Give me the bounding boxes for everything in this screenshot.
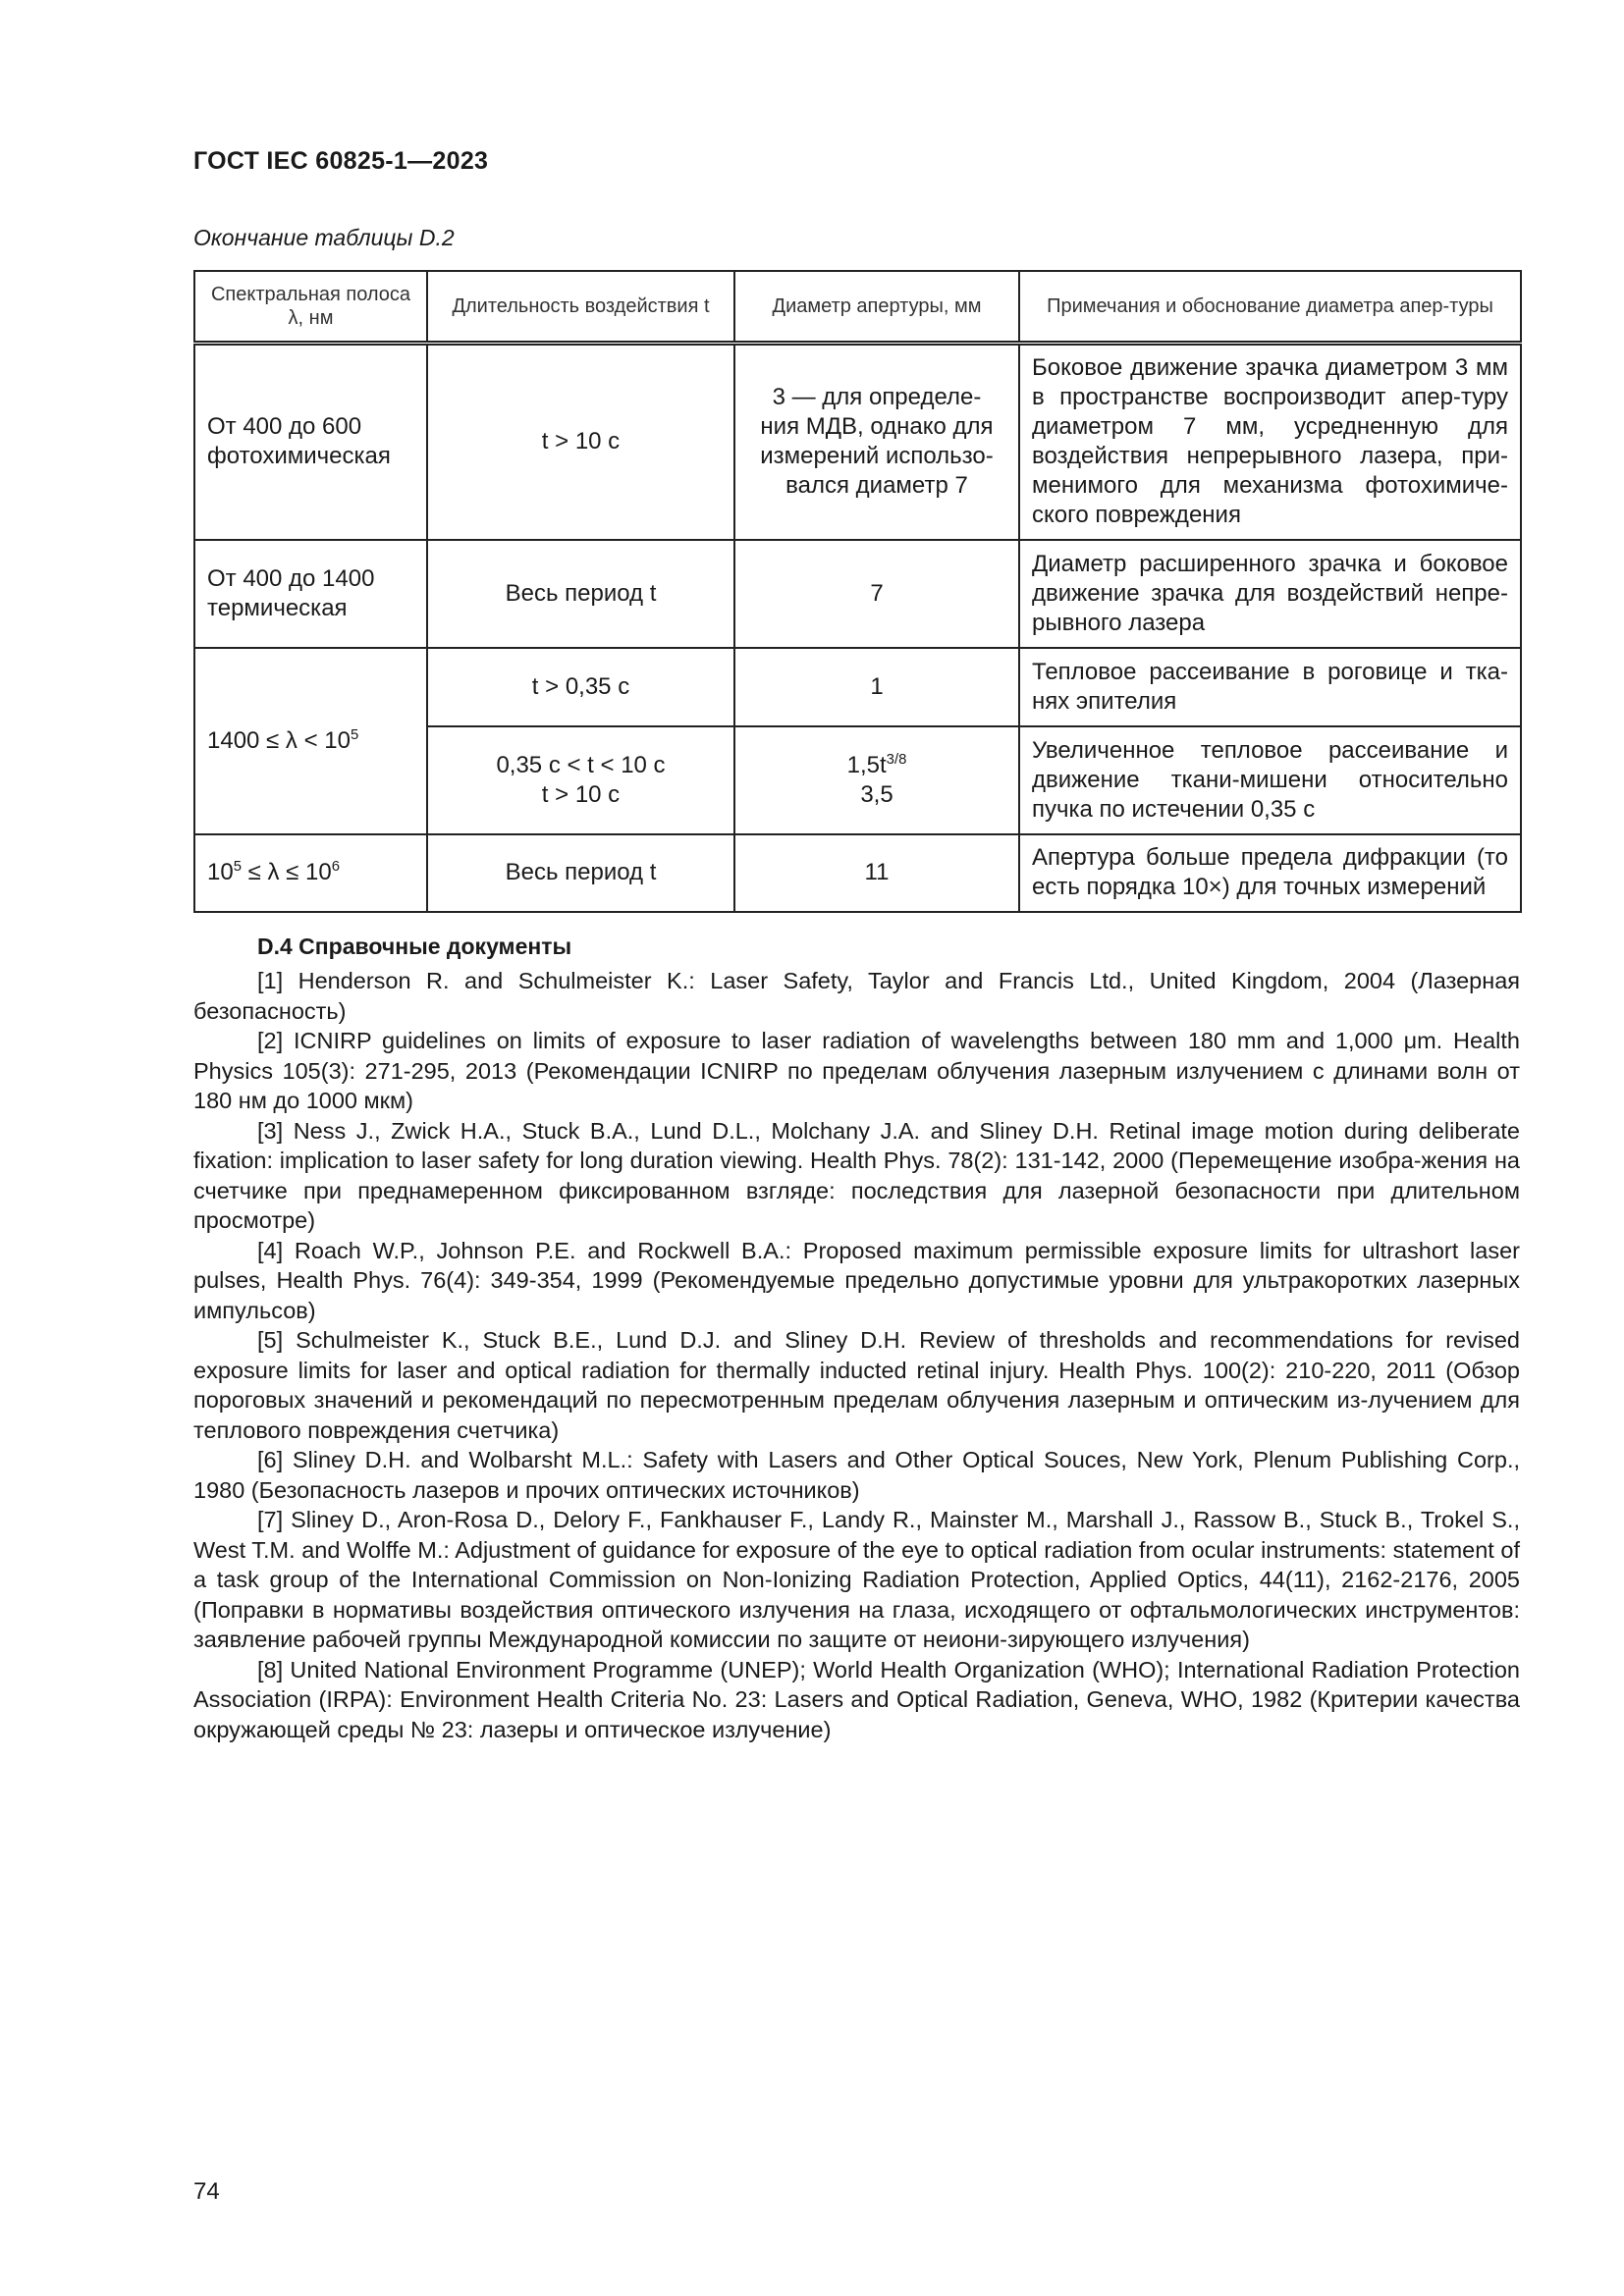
column-header-band: Спектральная полоса λ, нм	[194, 271, 427, 344]
cell-notes: Диаметр расширенного зрачка и боковое движение зрачка для воздействий непре-рывного лазера	[1019, 540, 1521, 648]
cell-notes: Увеличенное тепловое рассеивание и движение ткани-мишени относительно пучка по истечении 0,35 с	[1019, 726, 1521, 834]
band-exponent-a: 5	[233, 859, 242, 875]
cell-band	[194, 834, 427, 912]
reference-item: [8] United National Environment Programme (UNEP); World Health Organization (WHO); International Radiation Protection Association (IRPA): Environment Health Criteria No. 23: Lasers and Optical Radiation, Geneva, WHO, 1982 (Критерии качества окружающей среды № 23: лазеры и оптическое излучение)	[193, 1656, 1520, 1742]
cell-band: От 400 до 600 фотохимическая	[194, 344, 427, 540]
duration-line-1: 0,35 с < t < 10 с	[496, 751, 666, 778]
cell-duration: t > 0,35 с	[427, 648, 734, 726]
band-part-mid: ≤ λ ≤ 10	[241, 859, 332, 885]
table-row	[194, 648, 1521, 726]
reference-list	[193, 966, 1520, 1744]
table-caption: Окончание таблицы D.2	[193, 225, 455, 250]
reference-item: [2] ICNIRP guidelines on limits of exposure to laser radiation of wavelengths between 180 mm and 1,000 μm. Health Physics 105(3): 271-295, 2013 (Рекомендации ICNIRP по пределам облучения лазерным излучением с длинами волн от 180 нм до 1000 мкм)	[193, 1028, 1520, 1113]
cell-notes: Тепловое рассеивание в роговице и тка-нях эпителия	[1019, 648, 1521, 726]
cell-duration	[427, 726, 734, 834]
cell-notes: Апертура больше предела дифракции (то есть порядка 10×) для точных измерений	[1019, 834, 1521, 912]
cell-notes: Боковое движение зрачка диаметром 3 мм в пространстве воспроизводит апер-туру диаметром 7 мм, усредненную для воздействия непрерывного лазера, при-менимого для механизма фотохимиче-ского повреждения	[1019, 344, 1521, 540]
aperture-line-2: 3,5	[860, 780, 893, 808]
cell-duration: Весь период t	[427, 834, 734, 912]
table-row	[194, 344, 1521, 540]
document-header: ГОСТ IEC 60825-1—2023	[193, 147, 489, 175]
table-header-row	[194, 271, 1521, 344]
cell-aperture: 3 — для определе- ния МДВ, однако для измерений использо- вался диаметр 7	[734, 344, 1019, 540]
reference-item: [1] Henderson R. and Schulmeister K.: Laser Safety, Taylor and Francis Ltd., United Kingdom, 2004 (Лазерная безопасность)	[193, 968, 1520, 1024]
reference-item: [7] Sliney D., Aron-Rosa D., Delory F., Fankhauser F., Landy R., Mainster M., Marshall J., Rassow B., Stuck B., Trokel S., West T.M. and Wolffe M.: Adjustment of guidance for exposure of the eye to optical radiation from ocular instruments: statement of a task group of the International Commission on Non-Ionizing Radiation Protection, Applied Optics, 44(11), 2162-2176, 2005 (Поправки в нормативы воздействия оптического излучения на глаза, исходящего от офтальмологических инструментов: заявление рабочей группы Международной комиссии по защите от неиони-зирующего излучения)	[193, 1507, 1520, 1652]
aperture-exponent: 3/8	[886, 751, 907, 768]
column-header-duration: Длительность воздействия t	[427, 271, 734, 344]
cell-duration: t > 10 с	[427, 344, 734, 540]
section-title: D.4 Справочные документы	[257, 934, 572, 959]
band-part-a: 10	[207, 859, 234, 885]
cell-aperture: 11	[734, 834, 1019, 912]
band-exponent-b: 6	[331, 859, 340, 875]
band-exponent: 5	[350, 726, 359, 743]
cell-aperture: 7	[734, 540, 1019, 648]
reference-item: [5] Schulmeister K., Stuck B.E., Lund D.J. and Sliney D.H. Review of thresholds and recommendations for revised exposure limits for laser and optical radiation for thermally inducted retinal injury. Health Phys. 100(2): 210-220, 2011 (Обзор пороговых значений и рекомендаций по пересмотренным пределам облучения лазерным и оптическим из-лучением для теплового повреждения счетчика)	[193, 1327, 1520, 1443]
cell-aperture: 1	[734, 648, 1019, 726]
duration-line-2: t > 10 с	[541, 780, 621, 808]
band-text: 1400 ≤ λ < 10	[207, 726, 351, 754]
aperture-line-1	[747, 751, 1006, 780]
column-header-aperture: Диаметр апертуры, мм	[734, 271, 1019, 344]
cell-aperture	[734, 726, 1019, 834]
reference-item: [3] Ness J., Zwick H.A., Stuck B.A., Lund D.L., Molchany J.A. and Sliney D.H. Retinal image motion during deliberate fixation: implication to laser safety for long duration viewing. Health Phys. 78(2): 131-142, 2000 (Перемещение изобра-жения на счетчике при преднамеренном фиксированном взгляде: последствия для лазерной безопасности при длительном просмотре)	[193, 1117, 1520, 1233]
table-row	[194, 834, 1521, 912]
reference-item: [4] Roach W.P., Johnson P.E. and Rockwell B.A.: Proposed maximum permissible exposure limits for ultrashort laser pulses, Health Phys. 76(4): 349-354, 1999 (Рекомендуемые предельно допустимые уровни для ультракоротких лазерных импульсов)	[193, 1237, 1520, 1323]
page-number: 74	[193, 2178, 220, 2205]
table-row	[194, 540, 1521, 648]
cell-duration: Весь период t	[427, 540, 734, 648]
aperture-base: 1,5t	[846, 751, 887, 778]
data-table	[193, 270, 1522, 913]
reference-item: [6] Sliney D.H. and Wolbarsht M.L.: Safety with Lasers and Other Optical Souces, New York, Plenum Publishing Corp., 1980 (Безопасность лазеров и прочих оптических источников)	[193, 1447, 1520, 1503]
cell-band: От 400 до 1400 термическая	[194, 540, 427, 648]
column-header-notes: Примечания и обоснование диаметра апер-туры	[1019, 271, 1521, 344]
cell-band	[194, 648, 427, 834]
